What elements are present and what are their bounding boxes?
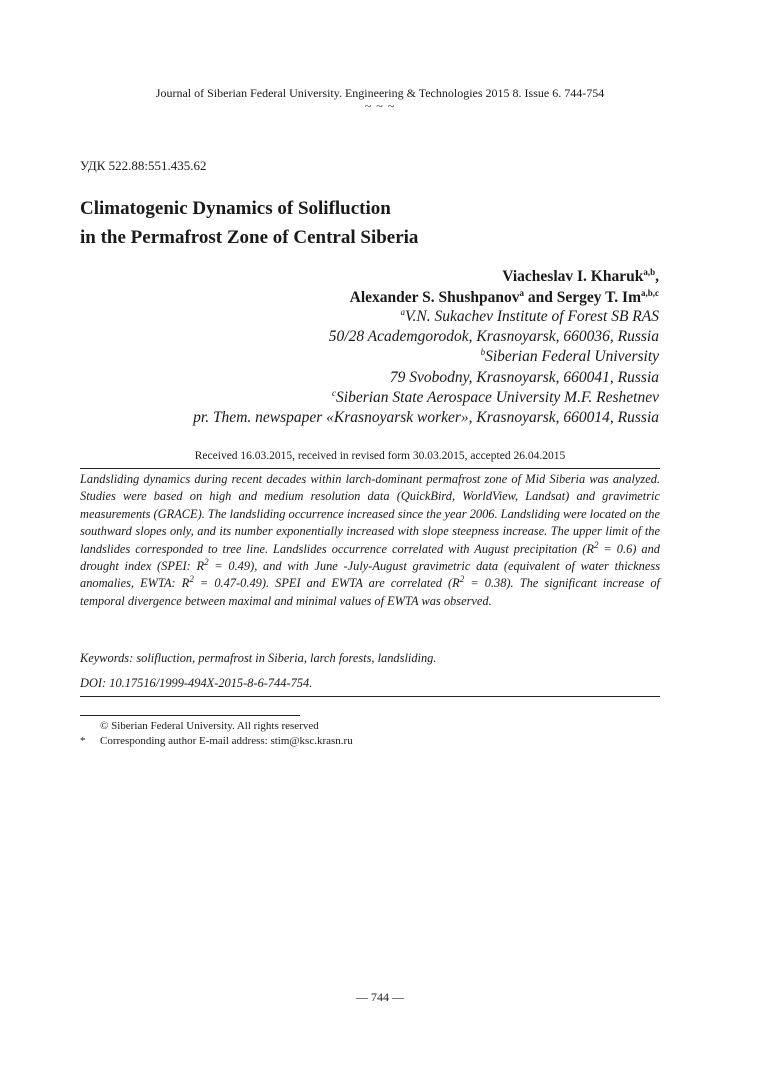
author-2-name: Alexander S. Shushpanov bbox=[349, 289, 520, 306]
abstract-text-3: = 0.49), and with June -July-August gravimetric data (equivalent of water thickness anomalies, EWTA: R bbox=[80, 559, 661, 591]
abstract-text-2: = 0.6) and drought index (SPEI: R bbox=[80, 541, 660, 574]
author-1-tail: , bbox=[655, 268, 659, 285]
affiliation-a-sup: a bbox=[400, 306, 406, 317]
author-conjunction: and bbox=[524, 289, 557, 306]
keywords: Keywords: solifluction, permafrost in Siberia, larch forests, landsliding. bbox=[80, 651, 437, 665]
author-line-1 bbox=[350, 266, 659, 287]
footnote-rule bbox=[80, 715, 300, 716]
affiliation-b-name: Siberian Federal University bbox=[485, 348, 659, 366]
affiliation-b-line-1 bbox=[193, 347, 659, 367]
footnote-mark: * bbox=[80, 735, 86, 747]
affiliation-c-line-1 bbox=[193, 388, 659, 408]
received-dates: Received 16.03.2015, received in revised form 30.03.2015, accepted 26.04.2015 bbox=[194, 450, 566, 462]
r-squared-sup-1: 2 bbox=[593, 539, 599, 550]
footnote-copyright: © Siberian Federal University. All rights reserved bbox=[100, 720, 319, 732]
title-line-2: in the Permafrost Zone of Central Siberia bbox=[80, 227, 419, 248]
author-1-sup: a,b bbox=[643, 266, 656, 277]
abstract-text-5: = 0.38). The significant increase of temporal divergence between maximal and minimal values of EWTA was observed. bbox=[80, 576, 661, 608]
author-3-name: Sergey T. Im bbox=[556, 289, 641, 306]
affiliation-b-sup: b bbox=[480, 347, 486, 358]
footnote-corresponding: Corresponding author E-mail address: stim@ksc.krasn.ru bbox=[100, 735, 353, 747]
author-3-sup: a,b,c bbox=[641, 287, 659, 298]
abstract-top-rule bbox=[80, 468, 660, 469]
paper-title bbox=[80, 194, 418, 252]
journal-header: Journal of Siberian Federal University. Engineering & Technologies 2015 8. Issue 6. 744-754 bbox=[155, 86, 605, 100]
affiliation-c-line-2: pr. Them. newspaper «Krasnoyarsk worker», Krasnoyarsk, 660014, Russia bbox=[193, 409, 659, 427]
affiliation-c-name: Siberian State Aerospace University M.F. Reshetnev bbox=[336, 388, 659, 406]
author-line-2 bbox=[350, 287, 659, 308]
affiliation-c-sup: c bbox=[332, 387, 337, 398]
abstract-text-4: = 0.47-0.49). SPEI and EWTA are correlated (R bbox=[193, 576, 460, 591]
author-list bbox=[350, 266, 659, 308]
affiliation-b-line-2: 79 Svobodny, Krasnoyarsk, 660041, Russia bbox=[389, 368, 659, 386]
abstract bbox=[80, 471, 660, 610]
affiliations bbox=[193, 307, 659, 428]
author-1-name: Viacheslav I. Kharuk bbox=[502, 268, 644, 285]
affiliation-a-name: V.N. Sukachev Institute of Forest SB RAS bbox=[405, 308, 659, 325]
header-separator: ~ ~ ~ bbox=[364, 99, 396, 113]
affiliation-a-line-2: 50/28 Academgorodok, Krasnoyarsk, 660036, Russia bbox=[328, 328, 659, 346]
affiliation-a-line-1 bbox=[193, 307, 659, 327]
author-2-sup: a bbox=[519, 287, 524, 298]
doi: DOI: 10.17516/1999-494X-2015-8-6-744-754. bbox=[80, 676, 313, 690]
title-line-1: Climatogenic Dynamics of Solifluction bbox=[80, 198, 391, 219]
udk-code: УДК 522.88:551.435.62 bbox=[80, 158, 207, 173]
r-squared-sup-3: 2 bbox=[189, 574, 194, 585]
abstract-text-1: Landsliding dynamics during recent decades within larch-dominant permafrost zone of Mid Siberia was analyzed. Studies were based on high and medium resolution data (QuickBird, WorldView, Landsat) and gravimetric measurements (GRACE). The landsliding occurrence increased since the year 2006. Landsliding were located on the southward slopes only, and its number exponentially increased with slope steepness increase. The upper limit of the landslides corresponded to tree line. Landslides occurrence correlated with August precipitation (R bbox=[80, 472, 660, 556]
r-squared-sup-2: 2 bbox=[204, 556, 209, 567]
page-number: — 744 — bbox=[356, 990, 404, 1004]
abstract-bottom-rule bbox=[80, 696, 660, 697]
r-squared-sup-4: 2 bbox=[459, 574, 465, 585]
